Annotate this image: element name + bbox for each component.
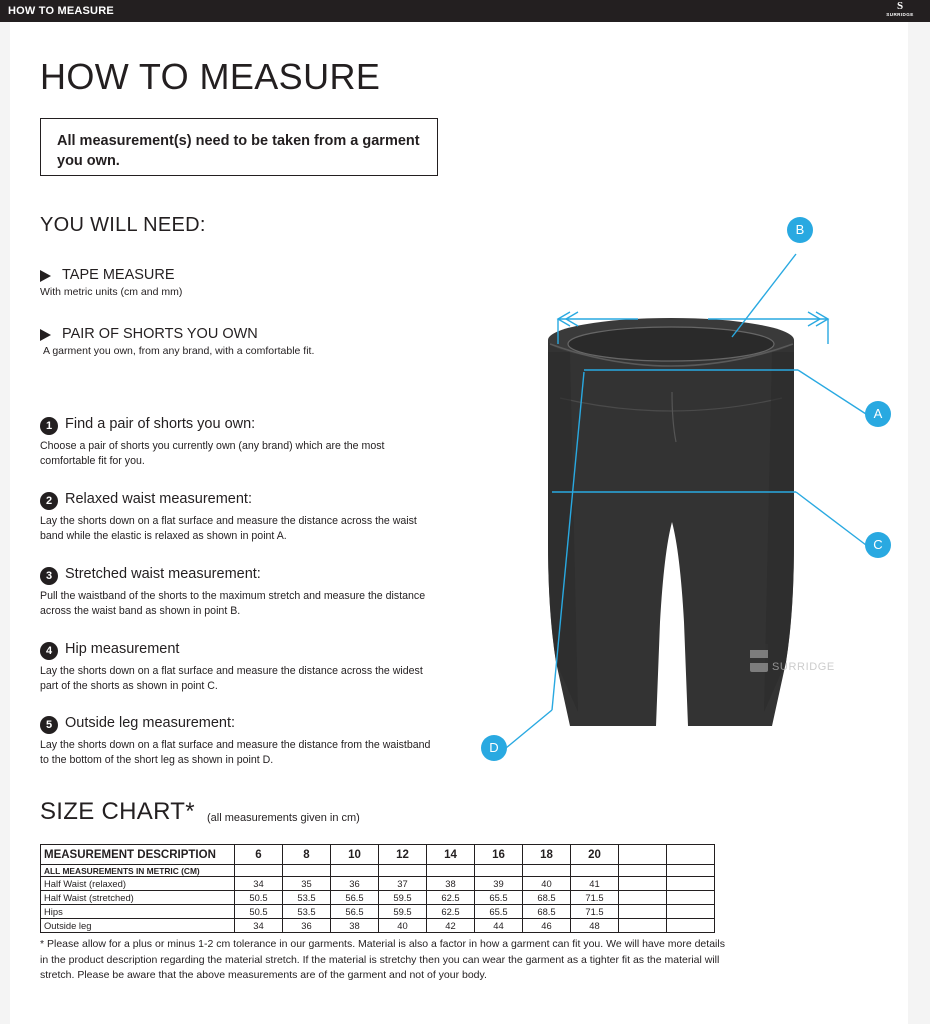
row-blank: [667, 891, 715, 905]
row-value: 39: [475, 877, 523, 891]
metric-note-cell: [427, 865, 475, 877]
step-body: Lay the shorts down on a flat surface and measure the distance across the widest part of the shorts as shown in point C.: [40, 665, 423, 692]
row-value: 62.5: [427, 891, 475, 905]
callout-text: All measurement(s) need to be taken from a garment you own.: [57, 133, 420, 169]
page-left-margin: [0, 22, 10, 1024]
step-body: Choose a pair of shorts you currently own (any brand) which are the most comfortable fit for you.: [40, 440, 385, 467]
metric-note-cell: [379, 865, 427, 877]
callout-a: A: [865, 401, 891, 427]
step-body: Lay the shorts down on a flat surface and measure the distance from the waistband to the bottom of the short leg as shown in point D.: [40, 739, 431, 766]
step-body: Pull the waistband of the shorts to the maximum stretch and measure the distance across the waist band as shown in point B.: [40, 590, 426, 617]
step-number: 1: [40, 417, 58, 435]
step-title: Relaxed waist measurement:: [65, 491, 252, 507]
row-value: 68.5: [523, 905, 571, 919]
row-value: 56.5: [331, 905, 379, 919]
row-blank: [619, 891, 667, 905]
row-value: 44: [475, 919, 523, 933]
header-size-18: 18: [523, 845, 571, 865]
row-value: 38: [331, 919, 379, 933]
metric-note-cell: [571, 865, 619, 877]
row-value: 62.5: [427, 905, 475, 919]
metric-note-cell: [475, 865, 523, 877]
row-value: 71.5: [571, 891, 619, 905]
row-value: 36: [283, 919, 331, 933]
header-blank-1: [619, 845, 667, 865]
row-label: Half Waist (stretched): [41, 891, 235, 905]
header-size-16: 16: [475, 845, 523, 865]
triangle-bullet-icon: [40, 270, 51, 282]
header-blank-2: [667, 845, 715, 865]
row-value: 34: [235, 877, 283, 891]
metric-note-cell: [283, 865, 331, 877]
row-value: 46: [523, 919, 571, 933]
need-item-sub: With metric units (cm and mm): [40, 286, 183, 298]
row-value: 34: [235, 919, 283, 933]
step-title: Find a pair of shorts you own:: [65, 416, 256, 432]
row-value: 56.5: [331, 891, 379, 905]
metric-note-label: ALL MEASUREMENTS IN METRIC (CM): [41, 865, 235, 877]
metric-note-cell: [523, 865, 571, 877]
row-value: 40: [379, 919, 427, 933]
row-value: 35: [283, 877, 331, 891]
size-chart-table: [40, 844, 715, 933]
step-body: Lay the shorts down on a flat surface and measure the distance across the waist band while the elastic is relaxed as shown in point A.: [40, 515, 417, 542]
garment-brand-mark: [750, 644, 835, 673]
step-title: Stretched waist measurement:: [65, 566, 261, 582]
row-value: 71.5: [571, 905, 619, 919]
row-value: 50.5: [235, 905, 283, 919]
table-row: [41, 877, 715, 891]
table-row: [41, 891, 715, 905]
row-label: Half Waist (relaxed): [41, 877, 235, 891]
row-value: 53.5: [283, 905, 331, 919]
row-blank: [619, 919, 667, 933]
metric-note-cell: [235, 865, 283, 877]
brand-logo-mark: S: [896, 0, 904, 12]
step-number: 3: [40, 567, 58, 585]
shorts-diagram: [460, 192, 920, 792]
header-size-20: 20: [571, 845, 619, 865]
step-title: Outside leg measurement:: [65, 715, 236, 731]
row-value: 68.5: [523, 891, 571, 905]
callout-box: [40, 118, 438, 176]
row-blank: [667, 877, 715, 891]
triangle-bullet-icon: [40, 329, 51, 341]
you-will-need-heading: YOU WILL NEED:: [40, 214, 206, 236]
step-number: 4: [40, 642, 58, 660]
header-size-6: 6: [235, 845, 283, 865]
page-title: HOW TO MEASURE: [40, 56, 381, 97]
size-chart-note: (all measurements given in cm): [207, 812, 360, 824]
row-blank: [619, 905, 667, 919]
callout-c: C: [865, 532, 891, 558]
row-value: 59.5: [379, 905, 427, 919]
callout-d: D: [481, 735, 507, 761]
row-value: 65.5: [475, 905, 523, 919]
row-value: 48: [571, 919, 619, 933]
row-value: 53.5: [283, 891, 331, 905]
header-size-12: 12: [379, 845, 427, 865]
row-value: 59.5: [379, 891, 427, 905]
row-value: 36: [331, 877, 379, 891]
row-blank: [619, 877, 667, 891]
row-label: Hips: [41, 905, 235, 919]
row-value: 38: [427, 877, 475, 891]
row-value: 50.5: [235, 891, 283, 905]
metric-note-cell: [667, 865, 715, 877]
table-row-metric-note: [41, 865, 715, 877]
row-label: Outside leg: [41, 919, 235, 933]
size-chart-heading: SIZE CHART*: [40, 798, 195, 825]
need-item-label: TAPE MEASURE: [62, 267, 175, 283]
step-title: Hip measurement: [65, 641, 180, 657]
footnote: * Please allow for a plus or minus 1-2 cm tolerance in our garments. Material is also a factor in how a garment can fit you. We will have more details in the product description regarding the material stretch. If the material is stretchy then you can wear the garment as a tighter fit as the material will stretch. Please be aware that the above measurements are of the garment and not of your body.: [40, 938, 725, 981]
brand-logo-wordmark: SURRIDGE: [886, 12, 914, 17]
row-blank: [667, 919, 715, 933]
table-row: [41, 919, 715, 933]
brand-logo: [876, 1, 924, 21]
step-number: 5: [40, 716, 58, 734]
header-measurement-description: MEASUREMENT DESCRIPTION: [41, 845, 235, 865]
need-item-label: PAIR OF SHORTS YOU OWN: [62, 326, 258, 342]
row-value: 42: [427, 919, 475, 933]
svg-text:SURRIDGE: SURRIDGE: [772, 661, 835, 673]
row-value: 37: [379, 877, 427, 891]
row-value: 40: [523, 877, 571, 891]
shorts-illustration: [460, 192, 920, 792]
metric-note-cell: [619, 865, 667, 877]
step-number: 2: [40, 492, 58, 510]
page-content: [0, 22, 930, 1024]
header-size-14: 14: [427, 845, 475, 865]
row-value: 41: [571, 877, 619, 891]
title-bar-label: HOW TO MEASURE: [8, 5, 114, 17]
row-value: 65.5: [475, 891, 523, 905]
table-row: [41, 905, 715, 919]
title-bar: [0, 0, 930, 22]
row-blank: [667, 905, 715, 919]
metric-note-cell: [331, 865, 379, 877]
table-header-row: [41, 845, 715, 865]
header-size-8: 8: [283, 845, 331, 865]
header-size-10: 10: [331, 845, 379, 865]
callout-b: B: [787, 217, 813, 243]
need-item-sub: A garment you own, from any brand, with a comfortable fit.: [43, 345, 315, 357]
